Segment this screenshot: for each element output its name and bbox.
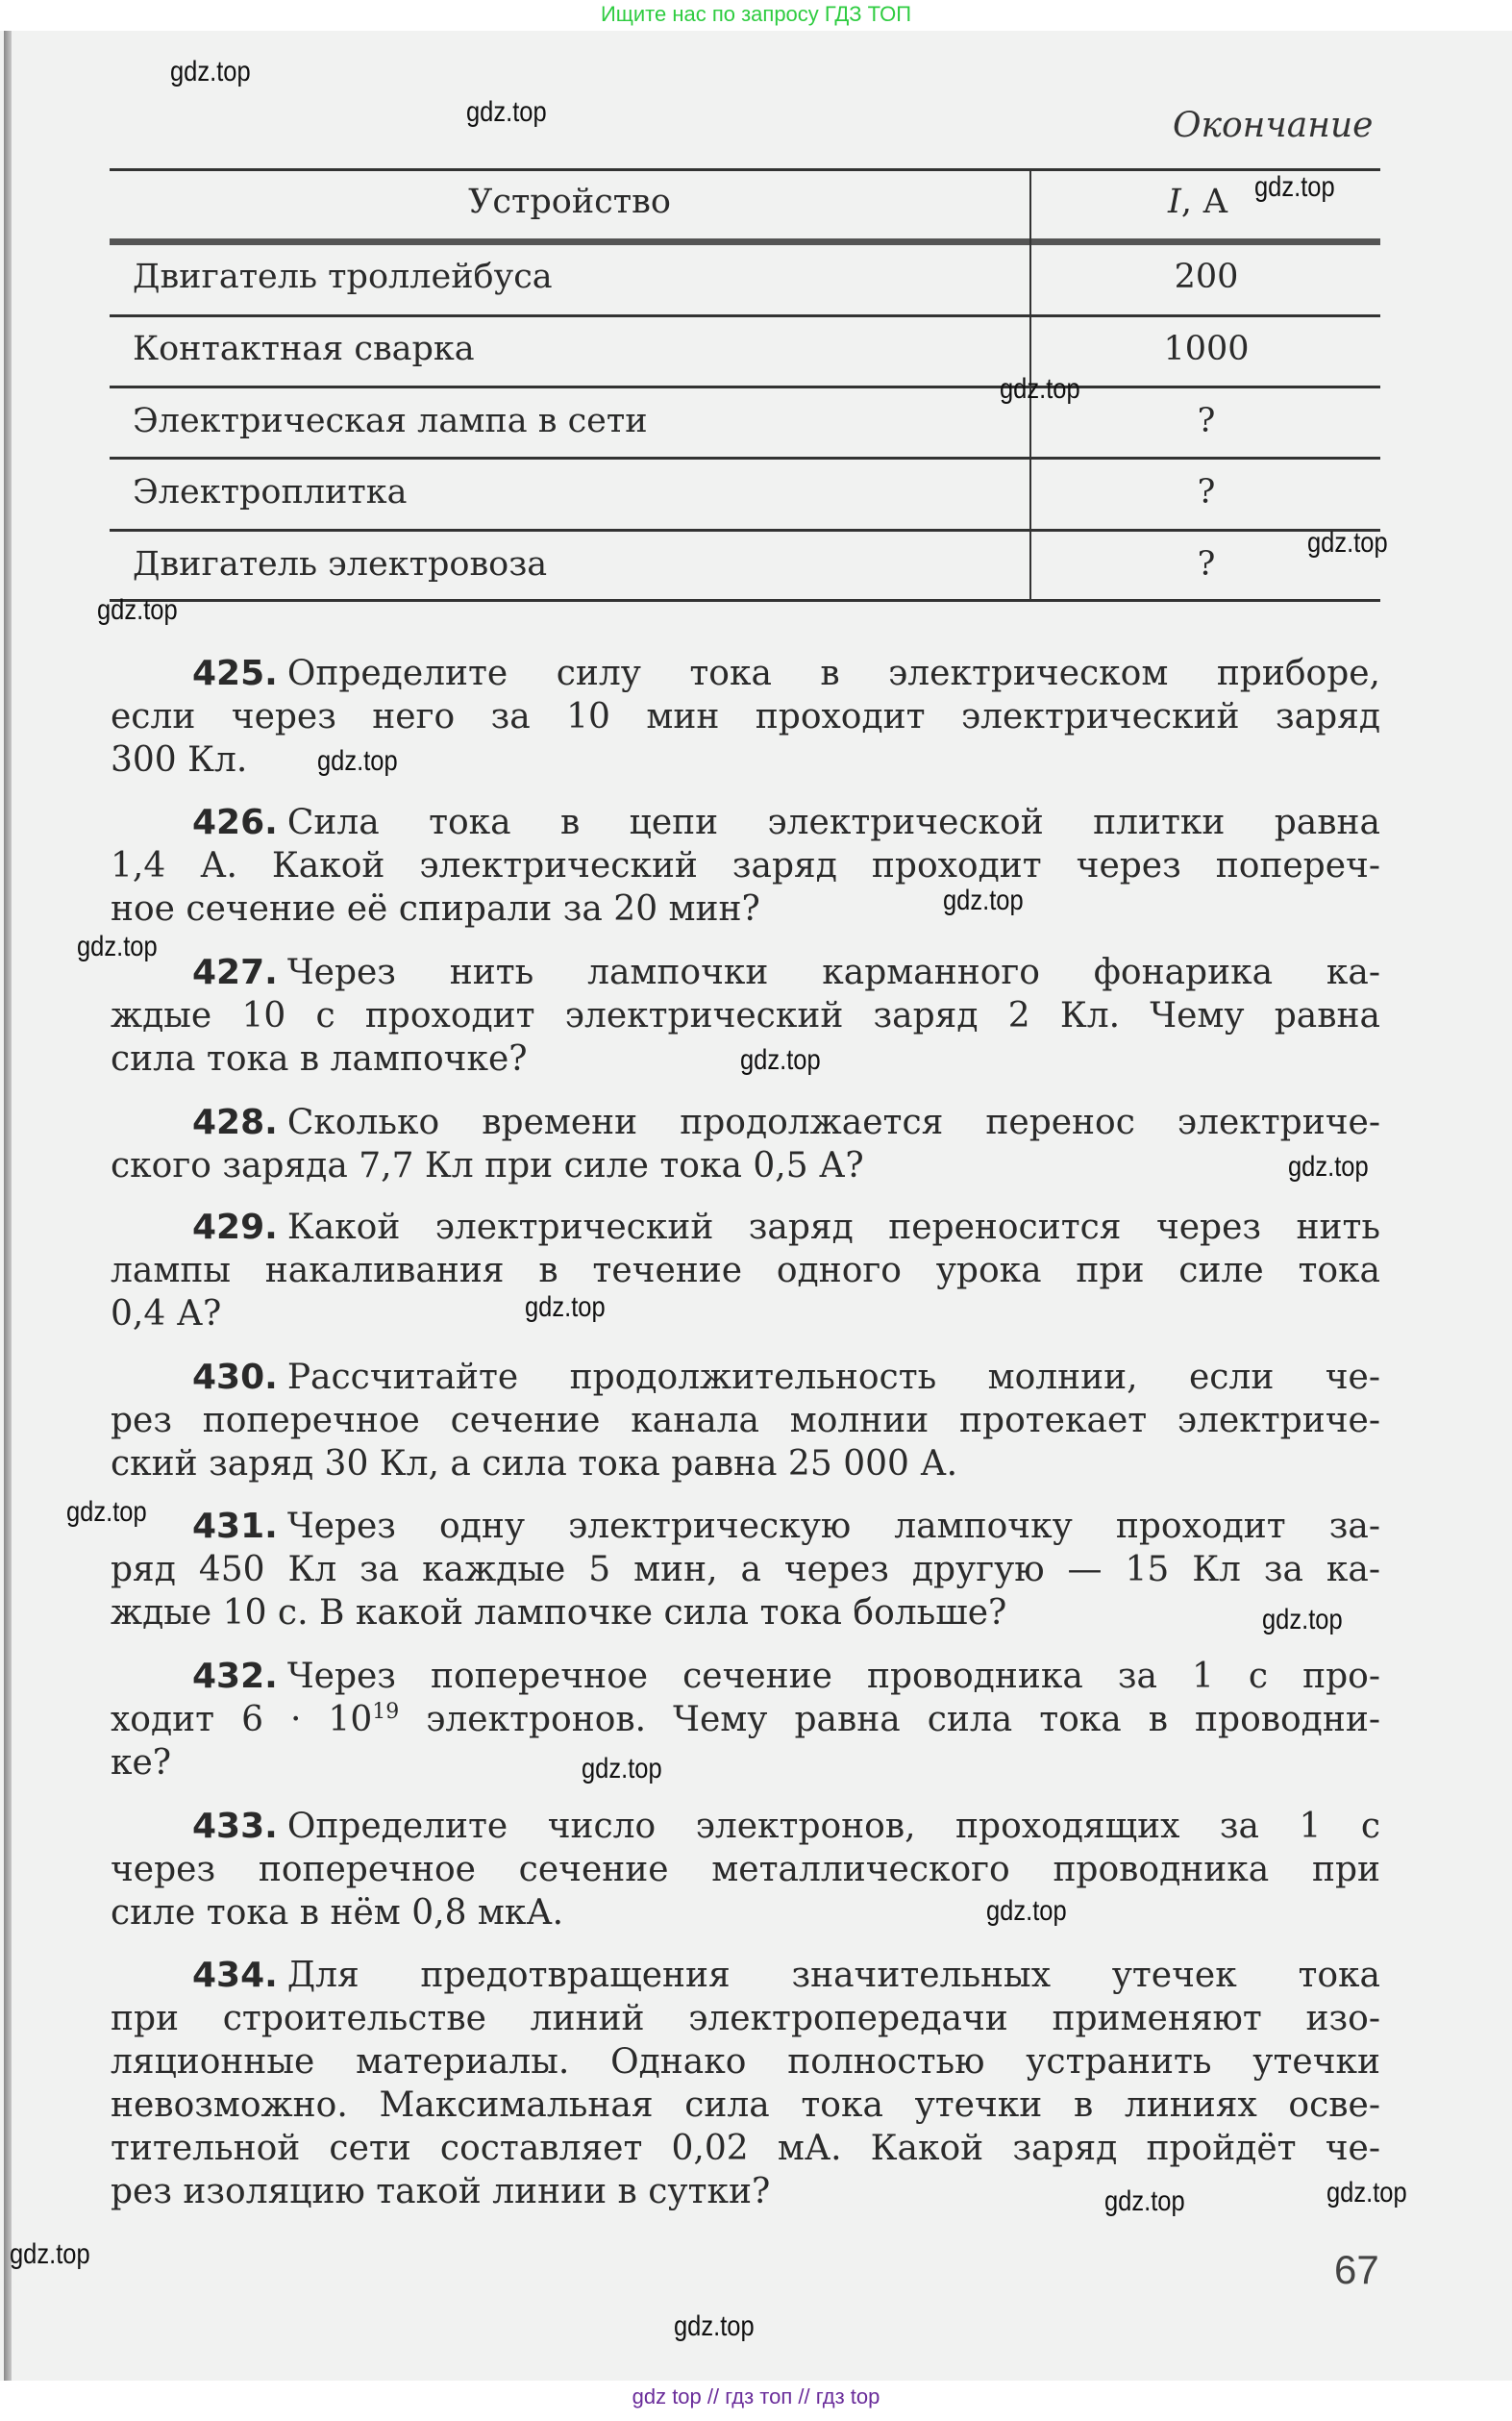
table-cell-current: ?: [1197, 473, 1216, 512]
problem-text-line: ского заряда 7,7 Кл при силе тока 0,5 А?: [111, 1146, 864, 1186]
problem-text-line: невозможно. Максимальная сила тока утечки в линиях осве-: [111, 2085, 1380, 2125]
search-banner[interactable]: Ищите нас по запросу ГДЗ ТОП: [600, 2, 912, 26]
current-symbol: I: [1168, 183, 1181, 221]
watermark: gdz.top: [674, 2310, 755, 2342]
problem-text-line: ляционные материалы. Однако полностью устранить утечки: [111, 2042, 1380, 2082]
watermark: gdz.top: [466, 96, 547, 128]
watermark: gdz.top: [943, 885, 1024, 916]
watermark: gdz.top: [1326, 2177, 1407, 2209]
watermark: gdz.top: [1254, 171, 1335, 203]
problem-432: [111, 1655, 1380, 1785]
problem-number: 431.: [192, 1507, 278, 1546]
problem-text-line: рез поперечное сечение канала молнии протекает электриче-: [111, 1401, 1380, 1440]
page-binding-edge: [4, 31, 12, 2381]
table-rule: [110, 314, 1380, 317]
table-rule: [110, 529, 1380, 532]
table-cell-device: Двигатель троллейбуса: [133, 258, 553, 296]
watermark: gdz.top: [97, 594, 178, 626]
problem-text-line: 431. Через одну электрическую лампочку проходит за-: [192, 1507, 1380, 1546]
problem-text-line: 430. Рассчитайте продолжительность молнии, если че-: [192, 1358, 1380, 1397]
problem-number: 433.: [192, 1807, 278, 1846]
table-cell-device: Электроплитка: [133, 473, 408, 512]
problem-429: [111, 1206, 1380, 1335]
problem-text-line: ходит $6 \cdot 10^{19}$ электронов. Чему равна сила тока в проводни-: [111, 1700, 1381, 1739]
problem-text-line: ное сечение её спирали за 20 мин?: [111, 889, 760, 929]
watermark: gdz.top: [740, 1044, 821, 1076]
problem-text-line: тительной сети составляет 0,02 мА. Какой заряд пройдёт че-: [111, 2129, 1380, 2168]
problem-text-line: 429. Какой электрический заряд переносится через нить: [192, 1208, 1380, 1247]
table-cell-current: ?: [1197, 402, 1216, 440]
table-cell-device: Контактная сварка: [133, 330, 475, 368]
table-rule: [110, 238, 1380, 245]
problem-text-line: 432. Через поперечное сечение проводника за 1 с про-: [192, 1657, 1380, 1696]
problem-text-line: сила тока в лампочке?: [111, 1039, 528, 1079]
watermark: gdz.top: [66, 1496, 147, 1528]
table-cell-device: Двигатель электровоза: [133, 545, 548, 584]
problem-428: [111, 1101, 1380, 1187]
table-rule: [110, 599, 1380, 602]
problem-number: 430.: [192, 1358, 278, 1397]
problem-text-line: 434. Для предотвращения значительных утечек тока: [192, 1956, 1380, 1995]
problem-text-line: ждые 10 с. В какой лампочке сила тока больше?: [111, 1593, 1007, 1633]
problem-text-line: ждые 10 с проходит электрический заряд 2 Кл. Чему равна: [111, 996, 1380, 1036]
problem-text-line: ряд 450 Кл за каждые 5 мин, а через другую — 15 Кл за ка-: [111, 1550, 1380, 1589]
problem-number: 426.: [192, 803, 278, 842]
watermark: gdz.top: [170, 56, 251, 87]
watermark: gdz.top: [1307, 527, 1388, 559]
exponent: 19: [372, 1700, 400, 1724]
table-cell-current: 1000: [1163, 330, 1250, 368]
problem-text-line: ский заряд 30 Кл, а сила тока равна 25 000 А.: [111, 1444, 958, 1484]
watermark: gdz.top: [317, 745, 398, 777]
problem-text-line: 426. Сила тока в цепи электрической плитки равна: [192, 803, 1380, 842]
problem-number: 425.: [192, 654, 278, 693]
footer-links[interactable]: gdz top // гдз топ // гдз top: [632, 2384, 880, 2409]
problem-430: [111, 1356, 1380, 1485]
problem-text-line: силе тока в нём 0,8 мкА.: [111, 1893, 564, 1933]
table-header-current: [1168, 183, 1228, 221]
watermark: gdz.top: [1000, 373, 1080, 405]
problem-434: [111, 1954, 1380, 2213]
problem-text-line: рез изоляцию такой линии в сутки?: [111, 2172, 771, 2211]
current-unit: , А: [1180, 183, 1228, 221]
problem-text-line: 300 Кл.: [111, 740, 248, 780]
table-rule: [110, 168, 1380, 171]
table-cell-current: 200: [1174, 258, 1239, 296]
problem-text-line: при строительстве линий электропередачи применяют изо-: [111, 1999, 1380, 2038]
problem-433: [111, 1805, 1380, 1934]
watermark: gdz.top: [525, 1291, 606, 1323]
problem-text-line: лампы накаливания в течение одного урока при силе тока: [111, 1251, 1380, 1290]
watermark: gdz.top: [77, 931, 158, 962]
problem-text-line: через поперечное сечение металлического проводника при: [111, 1850, 1380, 1889]
problem-text-line: если через него за 10 мин проходит электрический заряд: [111, 697, 1380, 736]
table-rule: [110, 457, 1380, 460]
problem-text-line: 428. Сколько времени продолжается перенос электриче-: [192, 1103, 1380, 1142]
problem-number: 434.: [192, 1956, 278, 1995]
problem-426: [111, 801, 1380, 931]
problem-text-line: 433. Определите число электронов, проходящих за 1 с: [192, 1807, 1380, 1846]
table-rule: [110, 386, 1380, 388]
problem-number: 427.: [192, 953, 278, 992]
page-number: 67: [1334, 2247, 1379, 2292]
problem-text-line: ке?: [111, 1743, 172, 1783]
problem-text-line: 1,4 А. Какой электрический заряд проходит через попереч-: [111, 846, 1380, 886]
problem-number: 429.: [192, 1208, 278, 1247]
watermark: gdz.top: [986, 1895, 1067, 1927]
problem-text-line: 427. Через нить лампочки карманного фонарика ка-: [192, 953, 1380, 992]
problem-number: 428.: [192, 1103, 278, 1142]
table-cell-device: Электрическая лампа в сети: [133, 402, 648, 440]
problem-text-line: 0,4 А?: [111, 1294, 222, 1334]
table-caption: Окончание: [1173, 106, 1374, 145]
watermark: gdz.top: [10, 2238, 90, 2270]
problem-number: 432.: [192, 1657, 278, 1696]
watermark: gdz.top: [1104, 2185, 1185, 2217]
problem-text-line: 425. Определите силу тока в электрическом приборе,: [192, 654, 1380, 693]
watermark: gdz.top: [1262, 1604, 1343, 1635]
problem-425: [111, 652, 1380, 782]
watermark: gdz.top: [1288, 1151, 1369, 1183]
watermark: gdz.top: [582, 1753, 662, 1785]
table-cell-current: ?: [1197, 545, 1216, 584]
problem-431: [111, 1505, 1380, 1635]
table-header-device: Устройство: [468, 183, 671, 221]
